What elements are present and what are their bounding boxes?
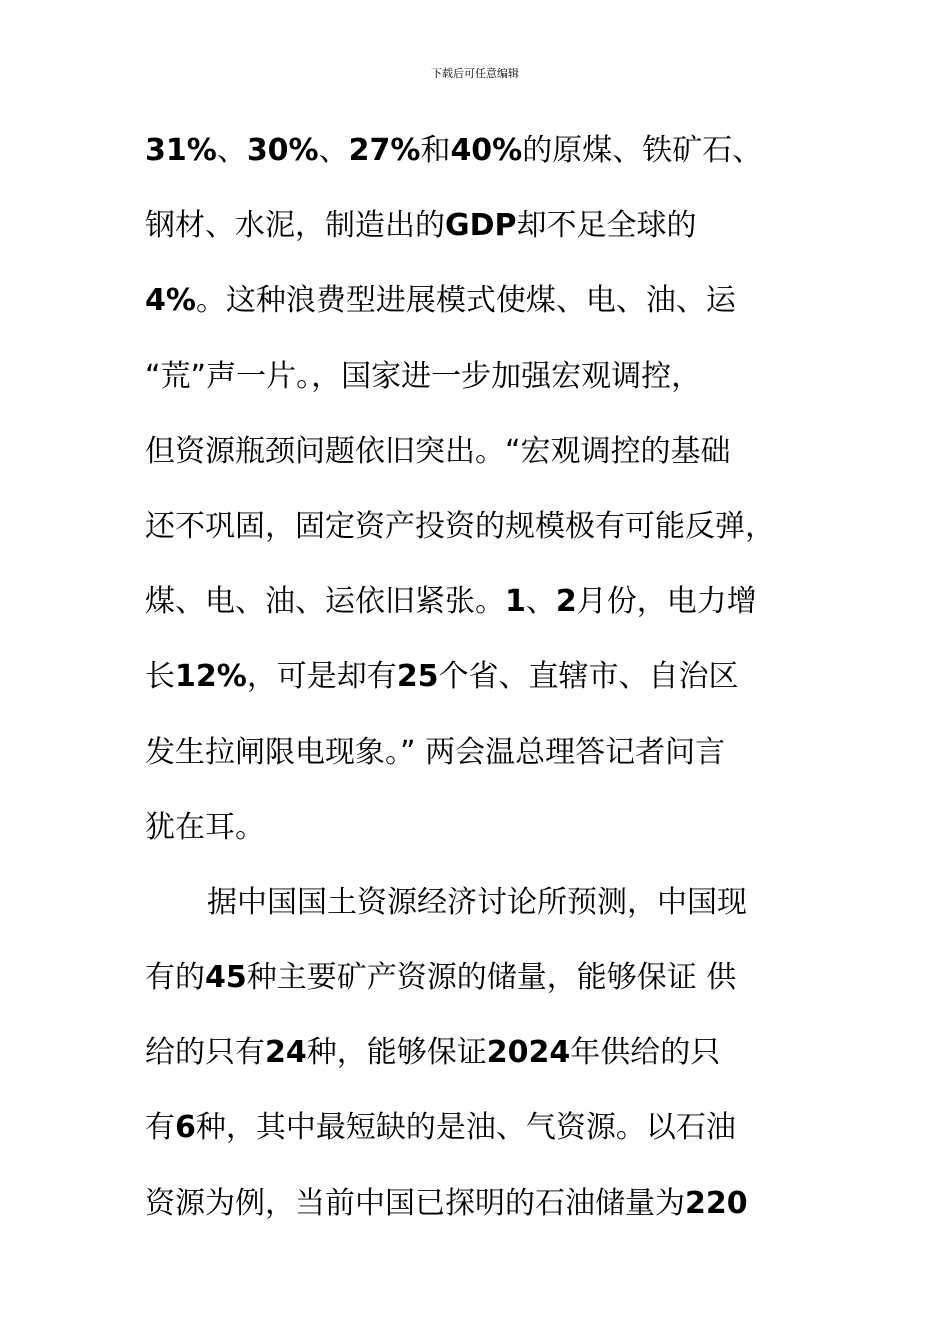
text-line: 钢材、水泥，制造出的GDP却不足全球的 (145, 208, 697, 244)
page-header: 下载后可任意编辑 (431, 67, 519, 80)
text-line: 31%、30%、27%和40%的原煤、铁矿石、 (145, 133, 763, 168)
text-line: 有6种，其中最短缺的是油、气资源。以石油 (145, 1110, 736, 1146)
paragraph-start-line: 据中国国土资源经济讨论所预测，中国现 (207, 884, 747, 920)
text-line: 资源为例，当前中国已探明的石油储量为220 (145, 1185, 748, 1221)
text-line: 煤、电、油、运依旧紧张。1、2月份，电力增 (145, 584, 757, 620)
text-line: 4%。这种浪费型进展模式使煤、电、油、运 (145, 283, 736, 319)
text-line: 发生拉闸限电现象。” 两会温总理答记者问言 (145, 734, 726, 770)
text-line: 但资源瓶颈问题依旧突出。“宏观调控的基础 (145, 433, 731, 469)
text-line: 还不巩固，固定资产投资的规模极有可能反弹， (145, 508, 775, 544)
text-line: “荒”声一片。，国家进一步加强宏观调控， (145, 358, 702, 394)
body-text (145, 113, 813, 1241)
text-line: 给的只有24种，能够保证2024年供给的只 (145, 1035, 721, 1071)
text-line: 长12%，可是却有25个省、直辖市、自治区 (145, 659, 739, 695)
text-line: 有的45种主要矿产资源的储量，能够保证 供 (145, 960, 737, 996)
text-line: 犹在耳。 (145, 809, 265, 845)
